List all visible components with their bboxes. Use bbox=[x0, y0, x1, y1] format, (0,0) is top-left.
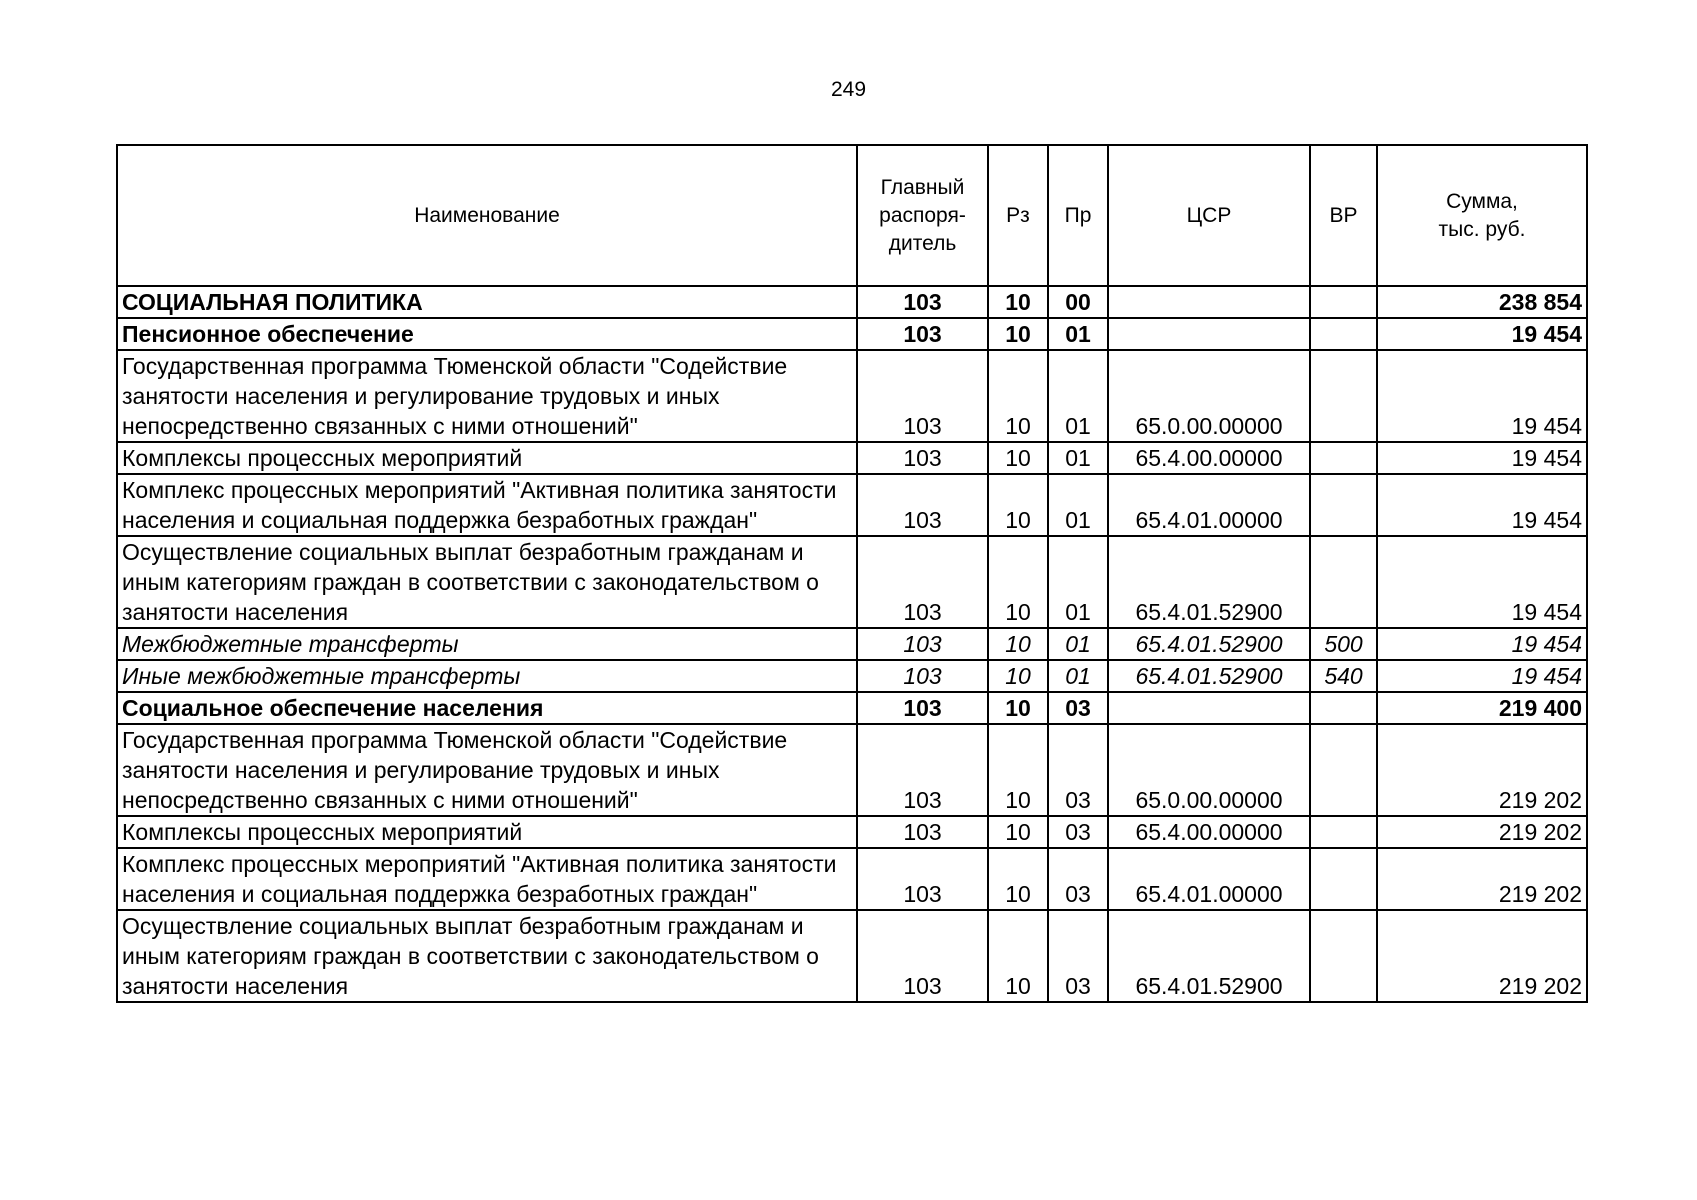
column-header-manager: Главный распоря- дитель bbox=[857, 145, 988, 286]
row-pr: 01 bbox=[1048, 536, 1108, 628]
row-manager: 103 bbox=[857, 724, 988, 816]
row-rz: 10 bbox=[988, 660, 1048, 692]
table-row bbox=[117, 660, 1587, 692]
row-vr bbox=[1310, 692, 1377, 724]
row-pr: 01 bbox=[1048, 474, 1108, 536]
row-pr: 03 bbox=[1048, 848, 1108, 910]
row-manager: 103 bbox=[857, 910, 988, 1002]
row-manager: 103 bbox=[857, 660, 988, 692]
row-rz: 10 bbox=[988, 442, 1048, 474]
row-rz: 10 bbox=[988, 318, 1048, 350]
column-header-pr: Пр bbox=[1048, 145, 1108, 286]
row-name: Комплексы процессных мероприятий bbox=[117, 442, 857, 474]
row-name: Социальное обеспечение населения bbox=[117, 692, 857, 724]
row-manager: 103 bbox=[857, 442, 988, 474]
row-name: Комплекс процессных мероприятий "Активная политика занятости населения и социальная поддержка безработных граждан" bbox=[117, 848, 857, 910]
row-csr: 65.4.01.52900 bbox=[1108, 628, 1310, 660]
row-pr: 01 bbox=[1048, 660, 1108, 692]
row-pr: 03 bbox=[1048, 692, 1108, 724]
row-manager: 103 bbox=[857, 318, 988, 350]
row-name: Осуществление социальных выплат безработным гражданам и иным категориям граждан в соответствии с законодательством о занятости населения bbox=[117, 910, 857, 1002]
row-name: Государственная программа Тюменской области "Содействие занятости населения и регулирование трудовых и иных непосредственно связанных с ними отношений" bbox=[117, 724, 857, 816]
row-rz: 10 bbox=[988, 724, 1048, 816]
row-csr: 65.4.00.00000 bbox=[1108, 442, 1310, 474]
column-header-sum: Сумма, тыс. руб. bbox=[1377, 145, 1587, 286]
row-vr bbox=[1310, 318, 1377, 350]
table-row bbox=[117, 474, 1587, 536]
row-vr bbox=[1310, 910, 1377, 1002]
row-rz: 10 bbox=[988, 848, 1048, 910]
row-name: Осуществление социальных выплат безработным гражданам и иным категориям граждан в соответствии с законодательством о занятости населения bbox=[117, 536, 857, 628]
row-csr: 65.0.00.00000 bbox=[1108, 724, 1310, 816]
row-vr bbox=[1310, 286, 1377, 318]
column-header-name: Наименование bbox=[117, 145, 857, 286]
row-sum: 219 202 bbox=[1377, 848, 1587, 910]
row-manager: 103 bbox=[857, 628, 988, 660]
row-csr bbox=[1108, 286, 1310, 318]
row-pr: 01 bbox=[1048, 350, 1108, 442]
row-name: Пенсионное обеспечение bbox=[117, 318, 857, 350]
row-manager: 103 bbox=[857, 816, 988, 848]
row-sum: 19 454 bbox=[1377, 660, 1587, 692]
table-row bbox=[117, 816, 1587, 848]
row-vr bbox=[1310, 474, 1377, 536]
table-row bbox=[117, 536, 1587, 628]
row-vr bbox=[1310, 816, 1377, 848]
row-pr: 03 bbox=[1048, 816, 1108, 848]
row-vr: 500 bbox=[1310, 628, 1377, 660]
row-pr: 01 bbox=[1048, 442, 1108, 474]
row-vr bbox=[1310, 848, 1377, 910]
row-sum: 219 400 bbox=[1377, 692, 1587, 724]
row-rz: 10 bbox=[988, 628, 1048, 660]
row-rz: 10 bbox=[988, 350, 1048, 442]
row-name: Иные межбюджетные трансферты bbox=[117, 660, 857, 692]
row-sum: 219 202 bbox=[1377, 816, 1587, 848]
table-row bbox=[117, 848, 1587, 910]
row-manager: 103 bbox=[857, 848, 988, 910]
row-sum: 19 454 bbox=[1377, 318, 1587, 350]
column-header-vr: ВР bbox=[1310, 145, 1377, 286]
row-rz: 10 bbox=[988, 692, 1048, 724]
row-sum: 19 454 bbox=[1377, 474, 1587, 536]
table-row bbox=[117, 628, 1587, 660]
row-manager: 103 bbox=[857, 474, 988, 536]
row-csr: 65.4.01.52900 bbox=[1108, 536, 1310, 628]
row-manager: 103 bbox=[857, 286, 988, 318]
row-vr bbox=[1310, 350, 1377, 442]
row-sum: 238 854 bbox=[1377, 286, 1587, 318]
row-manager: 103 bbox=[857, 536, 988, 628]
row-rz: 10 bbox=[988, 286, 1048, 318]
table-row bbox=[117, 318, 1587, 350]
table-row bbox=[117, 910, 1587, 1002]
row-name: Комплексы процессных мероприятий bbox=[117, 816, 857, 848]
column-header-rz: Рз bbox=[988, 145, 1048, 286]
row-csr: 65.4.01.52900 bbox=[1108, 660, 1310, 692]
header-row bbox=[117, 145, 1587, 286]
row-vr bbox=[1310, 724, 1377, 816]
row-manager: 103 bbox=[857, 692, 988, 724]
row-csr bbox=[1108, 318, 1310, 350]
page-number: 249 bbox=[830, 78, 867, 101]
row-name: Комплекс процессных мероприятий "Активная политика занятости населения и социальная поддержка безработных граждан" bbox=[117, 474, 857, 536]
table-row bbox=[117, 692, 1587, 724]
row-pr: 01 bbox=[1048, 628, 1108, 660]
row-sum: 219 202 bbox=[1377, 910, 1587, 1002]
row-vr bbox=[1310, 536, 1377, 628]
row-rz: 10 bbox=[988, 816, 1048, 848]
row-csr bbox=[1108, 692, 1310, 724]
row-vr: 540 bbox=[1310, 660, 1377, 692]
row-csr: 65.4.00.00000 bbox=[1108, 816, 1310, 848]
row-csr: 65.0.00.00000 bbox=[1108, 350, 1310, 442]
row-csr: 65.4.01.00000 bbox=[1108, 474, 1310, 536]
row-sum: 19 454 bbox=[1377, 442, 1587, 474]
row-pr: 01 bbox=[1048, 318, 1108, 350]
row-rz: 10 bbox=[988, 474, 1048, 536]
row-rz: 10 bbox=[988, 536, 1048, 628]
row-pr: 00 bbox=[1048, 286, 1108, 318]
column-header-csr: ЦСР bbox=[1108, 145, 1310, 286]
table-row bbox=[117, 442, 1587, 474]
row-vr bbox=[1310, 442, 1377, 474]
table-row bbox=[117, 724, 1587, 816]
row-sum: 19 454 bbox=[1377, 628, 1587, 660]
row-csr: 65.4.01.52900 bbox=[1108, 910, 1310, 1002]
row-manager: 103 bbox=[857, 350, 988, 442]
table-row bbox=[117, 286, 1587, 318]
budget-table bbox=[116, 144, 1588, 1003]
row-sum: 19 454 bbox=[1377, 350, 1587, 442]
row-sum: 19 454 bbox=[1377, 536, 1587, 628]
row-rz: 10 bbox=[988, 910, 1048, 1002]
row-name: Государственная программа Тюменской области "Содействие занятости населения и регулирование трудовых и иных непосредственно связанных с ними отношений" bbox=[117, 350, 857, 442]
row-pr: 03 bbox=[1048, 724, 1108, 816]
row-name: Межбюджетные трансферты bbox=[117, 628, 857, 660]
row-name: СОЦИАЛЬНАЯ ПОЛИТИКА bbox=[117, 286, 857, 318]
row-sum: 219 202 bbox=[1377, 724, 1587, 816]
row-pr: 03 bbox=[1048, 910, 1108, 1002]
row-csr: 65.4.01.00000 bbox=[1108, 848, 1310, 910]
table-row bbox=[117, 350, 1587, 442]
